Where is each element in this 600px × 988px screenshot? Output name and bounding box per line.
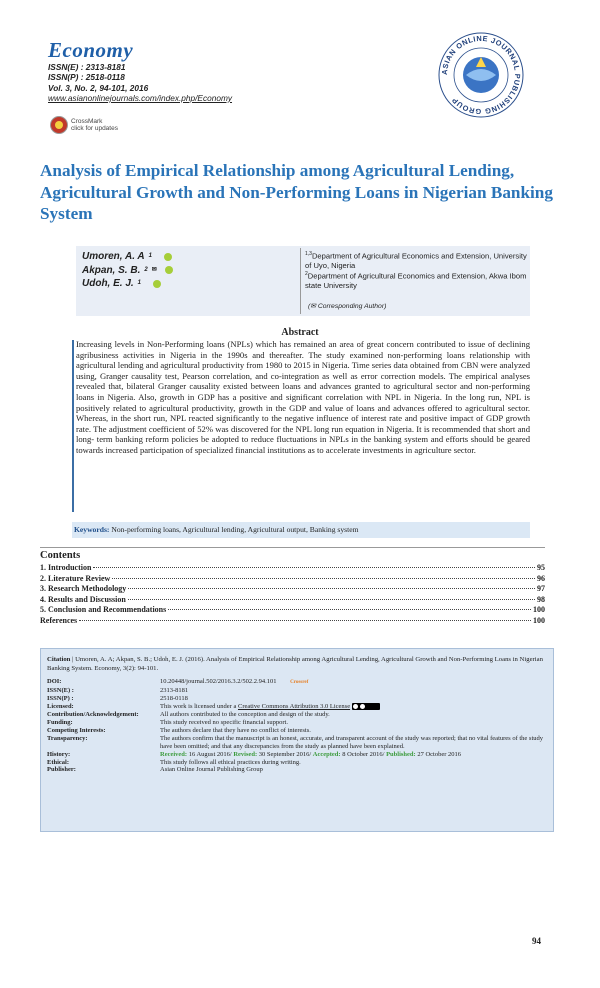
orcid-icon[interactable]	[153, 280, 161, 288]
meta-key: ISSN(E) :	[47, 686, 74, 694]
citation-label: Citation	[47, 656, 71, 663]
meta-value: 2313-8181	[160, 686, 189, 694]
keywords-text: Non-performing loans, Agricultural lending, Agricultural output, Banking system	[111, 525, 359, 534]
meta-publisher	[47, 766, 547, 774]
meta-value: This study follows all ethical practices during writing.	[160, 758, 301, 766]
toc-label: 4. Results and Discussion	[40, 594, 126, 604]
meta-value: The authors confirm that the manuscript is an honest, accurate, and transparent account of the study was reported; that no vital features of the study have been omitted; and that any discrepancies from the study as planned have been explained.	[160, 734, 544, 750]
history-received: 16 August 2016/	[188, 750, 232, 758]
meta-issn-p	[47, 695, 547, 703]
history-revised-label: Revised:	[233, 750, 258, 758]
affiliation-text: Department of Agricultural Economics and Extension, Akwa Ibom state University	[305, 271, 527, 291]
author-divider	[300, 248, 301, 314]
journal-url-link[interactable]: www.asianonlinejournals.com/index.php/Economy	[48, 92, 233, 103]
citation	[47, 656, 547, 673]
abstract-heading: Abstract	[281, 327, 319, 338]
meta-key: DOI:	[47, 678, 62, 685]
affiliation-sup: 1,3	[305, 251, 312, 257]
author-name: Akpan, S. B.	[82, 264, 141, 276]
affiliation-item	[305, 270, 530, 290]
crossmark-badge[interactable]	[50, 116, 118, 134]
toc-page: 100	[533, 605, 545, 615]
journal-volume: Vol. 3, No. 2, 94-101, 2016	[48, 82, 149, 93]
history-accepted-label: Accepted:	[312, 750, 341, 758]
toc-item[interactable]	[40, 574, 545, 585]
toc-page: 95	[537, 563, 545, 572]
cc-by-icon	[352, 703, 380, 710]
author-name: Udoh, E. J.	[82, 278, 134, 290]
table-of-contents	[40, 563, 545, 627]
orcid-icon[interactable]	[165, 266, 173, 274]
corresponding-author-note: (✉ Corresponding Author)	[308, 303, 387, 310]
crossmark-sublabel: click for updates	[71, 125, 118, 132]
history-revised: 30 September 2016/	[258, 750, 312, 758]
meta-transparency	[47, 735, 547, 751]
license-link[interactable]: Creative Commons Attribution 3.0 License	[237, 702, 351, 710]
meta-key: Funding:	[47, 718, 73, 726]
meta-value: All authors contributed to the conception and design of the study.	[160, 710, 330, 718]
journal-name: Economy	[48, 38, 134, 62]
author-sup: 2	[144, 266, 148, 273]
author-list	[82, 250, 173, 291]
article-metadata	[47, 678, 547, 774]
meta-issn-e	[47, 687, 547, 695]
meta-key: ISSN(P) :	[47, 694, 74, 702]
affiliation-text: Department of Agricultural Economics and Extension, University of Uyo, Nigeria	[305, 251, 527, 270]
meta-key: Ethical:	[47, 758, 70, 766]
history-received-label: Received:	[160, 750, 188, 758]
meta-value: The authors declare that they have no conflict of interests.	[160, 726, 311, 734]
toc-label: 1. Introduction	[40, 563, 92, 572]
toc-label: References	[40, 615, 78, 625]
meta-key: Transparency:	[47, 734, 88, 742]
meta-key: History:	[47, 750, 71, 758]
contents-divider	[40, 547, 545, 548]
history-accepted: 8 October 2016/	[342, 750, 385, 758]
keywords	[74, 525, 359, 534]
history-published: 27 October 2016	[417, 750, 461, 758]
meta-value: 2518-0118	[160, 694, 188, 702]
meta-key: Licensed:	[47, 702, 74, 710]
keywords-label: Keywords:	[74, 525, 110, 534]
abstract-bar	[72, 340, 74, 512]
author-name: Umoren, A. A	[82, 251, 145, 262]
meta-key: Contribution/Acknowledgement:	[47, 710, 139, 718]
meta-history	[47, 751, 547, 759]
page-number: 94	[532, 936, 541, 946]
journal-issn-p: ISSN(P) : 2518-0118	[48, 72, 125, 83]
meta-ethical	[47, 759, 547, 767]
contents-heading: Contents	[40, 550, 81, 561]
meta-value: This study received no specific financial support.	[160, 718, 288, 726]
toc-item[interactable]	[40, 616, 545, 627]
abstract-text: Increasing levels in Non-Performing loans (NPLs) which has remained an area of great concern contributed to issue of declining agribusiness activities in Nigeria in the 1990s and thereafter. The study examined non-performing loans relationship with agricultural lending and agricultural productivity from 1980 to 2015 in Nigeria. Time series data obtained from CBN were analyzed using, Granger causality test, Pearson correlation, and co-integration as well as error correction models. The empirical analyses revealed that, bilateral Granger causality existed between loans and advances granted to agricultural sector and non-performing loans in Nigeria. Also, growth in GDP has a positive and significant correlation with NPL in Nigeria. In the long run, NPL is positively related to agricultural productivity, growth in the GDP and value of loans and advances offered to agricultural sector. Whereas, in the short run, NPL reacted significantly to the negative influence of interest rate and positive impact of GDP growth rate. The adjustment coefficient of 52% was discovered for the NPL long run equation in Nigeria. It is recommended that short and long- term banking reform policies be adopted to reduce fluctuations in NPLs in the banking system and efforts should be geared towards increased participation of specialized financial institutions as to accelerate investments in agriculture sector.	[76, 339, 530, 455]
meta-key: Publisher:	[47, 766, 76, 774]
meta-funding	[47, 719, 547, 727]
meta-value: This work is licensed under a	[160, 702, 238, 710]
toc-page: 96	[537, 573, 545, 583]
journal-meta	[48, 62, 232, 103]
corresponding-mail-icon: ✉	[151, 266, 157, 273]
affiliation-list	[305, 250, 530, 291]
author-sup: 1	[137, 280, 142, 287]
affiliation-item	[305, 250, 530, 270]
toc-item[interactable]	[40, 595, 545, 606]
journal-issn-e: ISSN(E) : 2313-8181	[48, 62, 126, 72]
crossref-badge-icon[interactable]: Crossref	[290, 680, 309, 685]
author-item	[82, 264, 173, 278]
history-published-label: Published:	[386, 750, 416, 758]
meta-contribution	[47, 711, 547, 719]
author-item	[82, 277, 173, 291]
publisher-logo-icon	[436, 30, 526, 120]
meta-licensed	[47, 703, 547, 711]
toc-item[interactable]	[40, 563, 545, 574]
toc-page: 100	[533, 615, 545, 625]
crossmark-label: CrossMark	[71, 118, 103, 125]
toc-label: 2. Literature Review	[40, 573, 111, 583]
toc-page: 97	[537, 584, 545, 594]
crossmark-icon	[50, 116, 68, 134]
meta-value: Asian Online Journal Publishing Group	[160, 766, 263, 774]
meta-key: Competing Interests:	[47, 726, 106, 734]
doi-link[interactable]: 10.20448/journal.502/2016.3.2/502.2.94.101	[160, 678, 277, 685]
meta-competing	[47, 727, 547, 735]
publisher-logo-text: ASIAN ONLINE JOURNAL PUBLISHING GROUP	[439, 33, 523, 117]
toc-page: 98	[537, 594, 545, 604]
affiliation-sup: 2	[305, 271, 308, 278]
paper-title: Analysis of Empirical Relationship among Agricultural Lending, Agricultural Growth and Non-Performing Loans in Nigerian Banking System	[40, 161, 553, 223]
citation-text: | Umoren, A. A; Akpan, S. B.; Udoh, E. J. (2016). Analysis of Empirical Relationship among Agricultural Lending, Agricultural Growth and Non-Performing Loans in Nigerian Banking System. Economy, 3(2): 94-101.	[47, 656, 543, 672]
toc-label: 3. Research Methodology	[40, 584, 127, 594]
toc-item[interactable]	[40, 584, 545, 595]
author-sup: 1	[148, 253, 152, 259]
toc-item[interactable]	[40, 605, 545, 616]
orcid-icon[interactable]	[164, 253, 172, 261]
meta-doi	[47, 678, 547, 687]
author-item	[82, 250, 173, 264]
toc-label: 5. Conclusion and Recommendations	[40, 605, 167, 615]
